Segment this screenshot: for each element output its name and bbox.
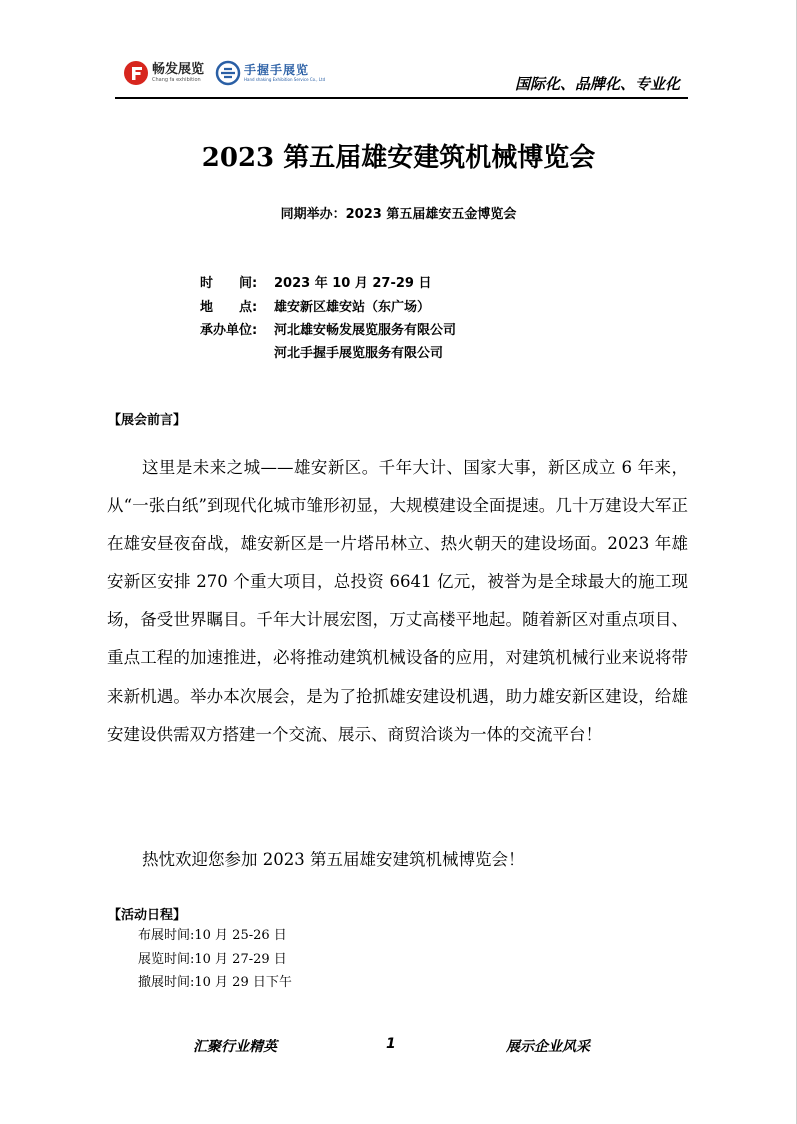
schedule-item: 撤展时间:10 月 29 日下午: [138, 975, 292, 990]
shouwoshou-logo: [215, 60, 325, 86]
page-subtitle: 同期举办：2023 第五届雄安五金博览会: [280, 207, 517, 222]
place-value: 雄安新区雄安站（东广场）: [274, 300, 431, 315]
page-header: [115, 52, 688, 98]
organizer-2: 河北手握手展览服务有限公司: [274, 346, 444, 361]
organizer-1: 河北雄安畅发展览服务有限公司: [274, 323, 457, 338]
shouwoshou-logo-icon: [215, 60, 241, 86]
schedule-heading: 【活动日程】: [108, 908, 187, 923]
organizer-label: 承办单位:: [200, 323, 258, 338]
changfa-logo-icon: [123, 60, 149, 86]
changfa-logo-name: 畅发展览: [152, 62, 205, 77]
info-organizer: [200, 319, 456, 338]
info-place: [200, 296, 430, 315]
schedule-item: 展览时间:10 月 27-29 日: [138, 952, 287, 967]
changfa-logo: [123, 60, 204, 86]
welcome-line: 热忱欢迎您参加 2023 第五届雄安建筑机械博览会！: [142, 850, 525, 869]
page-title: 2023 第五届雄安建筑机械博览会: [201, 143, 596, 173]
page-number: 1: [386, 1036, 396, 1052]
place-label: 地 点:: [200, 300, 258, 315]
info-time: [200, 272, 431, 291]
header-slogan: 国际化、品牌化、专业化: [514, 75, 680, 93]
preface-paragraph: 这里是未来之城——雄安新区。千年大计、国家大事，新区成立 6 年来，从“一张白纸”到现代化城市雏形初显，大规模建设全面提速。几十万建设大军正在雄安昼夜奋战，雄安新区是一片塔吊林立、热火朝天的建设场面。2023 年雄安新区安排 270 个重大项目，总投资 6641 亿元，被誉为是全球最大的施工现场，备受世界瞩目。千年大计展宏图，万丈高楼平地起。随着新区对重点项目、重点工程的加速推进，必将推动建筑机械设备的应用，对建筑机械行业来说将带来新机遇。举办本次展会，是为了抢抓雄安建设机遇，助力雄安新区建设，给雄安建设供需双方搭建一个交流、展示、商贸洽谈为一体的交流平台！: [107, 458, 688, 744]
shouwoshou-logo-sub: Hand shaking Exhibition Service Co., Ltd: [244, 77, 326, 82]
schedule-item: 布展时间:10 月 25-26 日: [138, 928, 287, 943]
shouwoshou-logo-name: 手握手展览: [244, 63, 310, 77]
time-label: 时 间:: [200, 276, 258, 291]
info-organizer-2: [200, 342, 443, 361]
preface-heading: 【展会前言】: [108, 413, 187, 428]
footer-right: 展示企业风采: [506, 1039, 590, 1055]
footer-left: 汇聚行业精英: [193, 1039, 277, 1055]
header-divider: [115, 97, 688, 99]
changfa-logo-sub: Chang fa exhibition: [152, 77, 201, 83]
time-value: 2023 年 10 月 27-29 日: [274, 276, 432, 291]
